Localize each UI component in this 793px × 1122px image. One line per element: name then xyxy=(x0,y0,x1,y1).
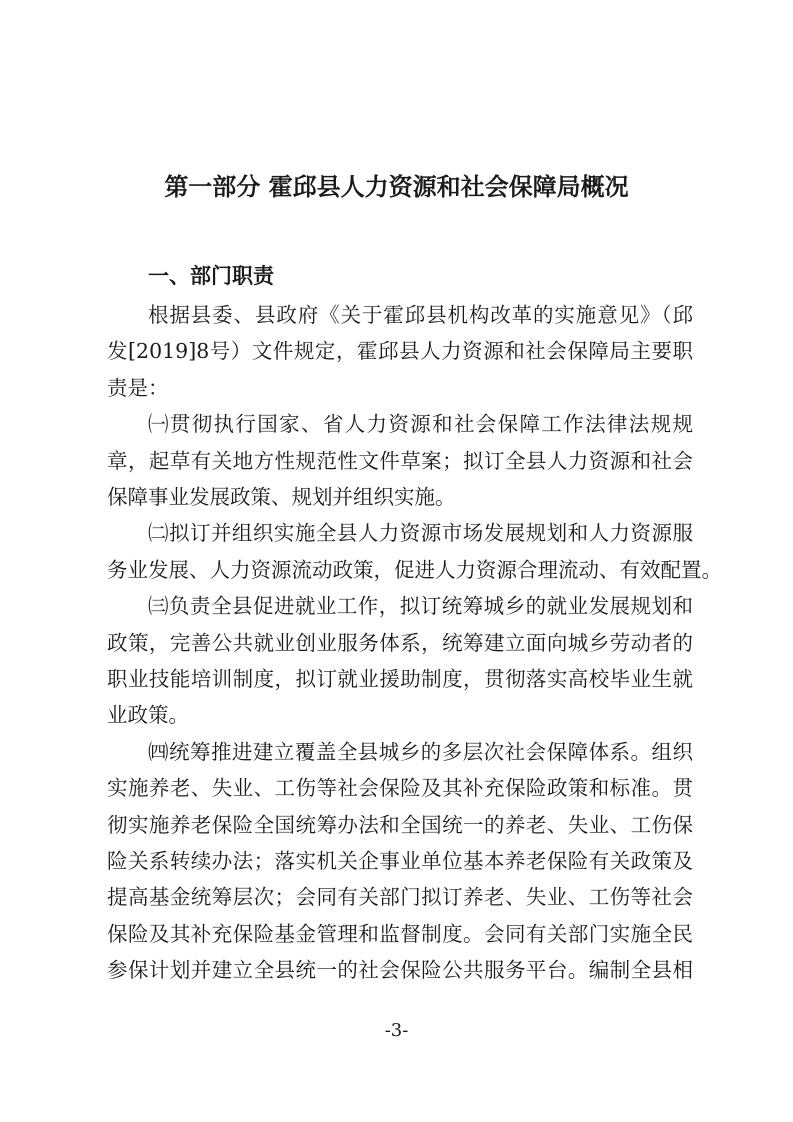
paragraph-line: 发[2019]8号）文件规定，霍邱县人力资源和社会保障局主要职 xyxy=(107,339,693,364)
paragraph-line: 彻实施养老保险全国统筹办法和全国统一的养老、失业、工伤保 xyxy=(107,812,693,837)
paragraph-line: 政策，完善公共就业创业服务体系，统筹建立面向城乡劳动者的 xyxy=(107,630,693,655)
paragraph-first-line: ㈢负责全县促进就业工作，拟订统筹城乡的就业发展规划和 xyxy=(148,594,693,619)
paragraph-first-line: ㈠贯彻执行国家、省人力资源和社会保障工作法律法规规 xyxy=(148,412,693,437)
paragraph-line: 提高基金统筹层次；会同有关部门拟订养老、失业、工伤等社会 xyxy=(107,885,693,910)
paragraph-line: 保障事业发展政策、规划并组织实施。 xyxy=(107,485,456,509)
paragraph-first-line: ㈣统筹推进建立覆盖全县城乡的多层次社会保障体系。组织 xyxy=(148,739,693,764)
paragraph-line: 务业发展、人力资源流动政策，促进人力资源合理流动、有效配置。 xyxy=(107,557,722,582)
page-title: 第一部分 霍邱县人力资源和社会保障局概况 xyxy=(164,173,629,201)
paragraph-line: 保险及其补充保险基金管理和监督制度。会同有关部门实施全民 xyxy=(107,921,693,946)
paragraph-line: 参保计划并建立全县统一的社会保险公共服务平台。编制全县相 xyxy=(107,958,693,983)
paragraph-line: 责是： xyxy=(107,375,169,400)
paragraph-line: 实施养老、失业、工伤等社会保险及其补充保险政策和标准。贯 xyxy=(107,776,693,801)
paragraph-line: 险关系转续办法；落实机关企事业单位基本养老保险有关政策及 xyxy=(107,849,693,873)
page-number: -3- xyxy=(384,1020,409,1041)
paragraph-line: 职业技能培训制度，拟订就业援助制度，贯彻落实高校毕业生就 xyxy=(107,667,693,691)
paragraph-line: 章，起草有关地方性规范性文件草案；拟订全县人力资源和社会 xyxy=(107,448,693,473)
paragraph-first-line: 根据县委、县政府《关于霍邱县机构改革的实施意见》（邱 xyxy=(148,303,693,327)
paragraph-first-line: ㈡拟订并组织实施全县人力资源市场发展规划和人力资源服 xyxy=(148,521,693,546)
section-heading: 一、部门职责 xyxy=(148,264,274,288)
paragraph-line: 业政策。 xyxy=(107,703,189,728)
